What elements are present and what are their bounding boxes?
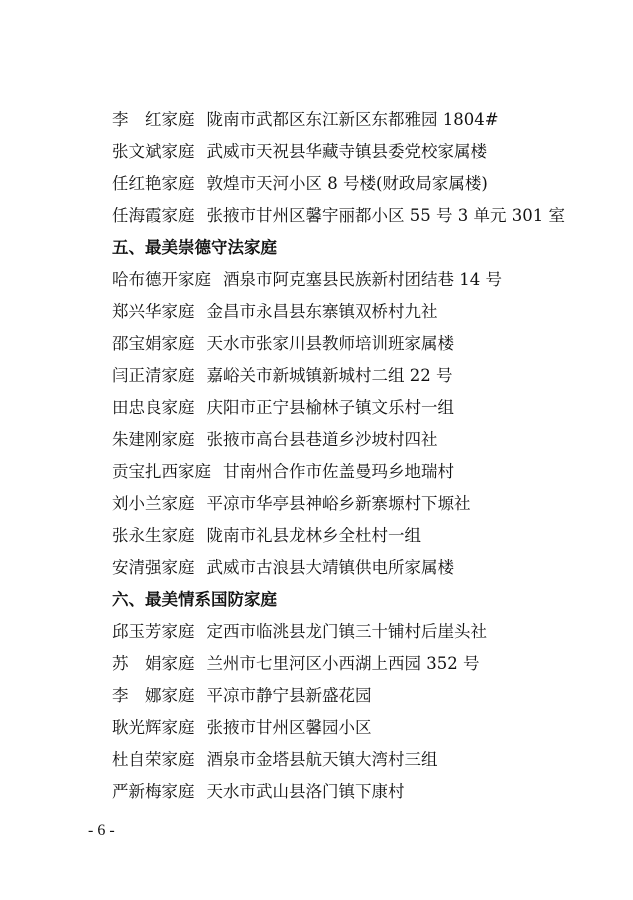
family-address: 武威市古浪县大靖镇供电所家属楼: [206, 558, 454, 577]
list-item: [112, 616, 593, 648]
family-address: 平凉市静宁县新盛花园: [206, 686, 372, 705]
list-item: [112, 680, 593, 712]
family-address: 平凉市华亭县神峪乡新寨塬村下塬社: [206, 494, 471, 513]
list-item: [112, 712, 593, 744]
list-item: [112, 520, 593, 552]
family-name: 闫正清家庭: [112, 366, 195, 385]
family-address: 定西市临洮县龙门镇三十铺村后崖头社: [206, 622, 487, 641]
list-item: [112, 264, 593, 296]
family-address: 酒泉市金塔县航天镇大湾村三组: [206, 750, 438, 769]
list-item: [112, 360, 593, 392]
family-address: 兰州市七里河区小西湖上西园 352 号: [206, 654, 480, 673]
family-address: 酒泉市阿克塞县民族新村团结巷 14 号: [223, 270, 502, 289]
family-name: 贡宝扎西家庭: [112, 462, 211, 481]
list-item: [112, 136, 593, 168]
section-heading: 五、最美崇德守法家庭: [112, 238, 277, 257]
family-name: 严新梅家庭: [112, 782, 195, 801]
family-address: 金昌市永昌县东寨镇双桥村九社: [206, 302, 438, 321]
family-name: 刘小兰家庭: [112, 494, 195, 513]
family-address: 嘉峪关市新城镇新城村二组 22 号: [206, 366, 453, 385]
family-address: 天水市武山县洛门镇下康村: [206, 782, 405, 801]
family-name: 任海霞家庭: [112, 206, 195, 225]
family-name: 李 娜家庭: [112, 686, 195, 705]
family-name: 哈布德开家庭: [112, 270, 211, 289]
family-name: 张文斌家庭: [112, 142, 195, 161]
family-name: 任红艳家庭: [112, 174, 195, 193]
family-address: 敦煌市天河小区 8 号楼(财政局家属楼): [206, 174, 488, 193]
list-item: [112, 456, 593, 488]
list-item: [112, 776, 593, 808]
family-address: 陇南市礼县龙林乡全杜村一组: [206, 526, 421, 545]
list-item: [112, 744, 593, 776]
family-name: 李 红家庭: [112, 110, 195, 129]
family-address: 天水市张家川县教师培训班家属楼: [206, 334, 454, 353]
family-name: 邵宝娟家庭: [112, 334, 195, 353]
list-item: [112, 328, 593, 360]
list-item: [112, 424, 593, 456]
section-heading: 六、最美情系国防家庭: [112, 590, 277, 609]
list-item: [112, 552, 593, 584]
family-name: 田忠良家庭: [112, 398, 195, 417]
list-item: [112, 168, 593, 200]
family-name: 郑兴华家庭: [112, 302, 195, 321]
family-address: 张掖市甘州区馨宇丽都小区 55 号 3 单元 301 室: [206, 206, 565, 225]
family-address: 甘南州合作市佐盖曼玛乡地瑞村: [223, 462, 454, 481]
family-address: 庆阳市正宁县榆林子镇文乐村一组: [206, 398, 454, 417]
family-name: 耿光辉家庭: [112, 718, 195, 737]
family-name: 安清强家庭: [112, 558, 195, 577]
list-item: [112, 488, 593, 520]
family-address: 张掖市高台县巷道乡沙坡村四社: [206, 430, 438, 449]
list-item: [112, 104, 593, 136]
family-name: 杜自荣家庭: [112, 750, 195, 769]
family-address: 武威市天祝县华藏寺镇县委党校家属楼: [206, 142, 487, 161]
family-name: 张永生家庭: [112, 526, 195, 545]
list-item: [112, 296, 593, 328]
family-name: 邱玉芳家庭: [112, 622, 195, 641]
list-item: [112, 392, 593, 424]
list-item: [112, 200, 593, 232]
page-number: - 6 -: [88, 822, 115, 839]
family-name: 朱建刚家庭: [112, 430, 195, 449]
family-address: 陇南市武都区东江新区东都雅园 1804#: [206, 110, 499, 129]
family-address: 张掖市甘州区馨园小区: [206, 718, 372, 737]
list-item: [112, 648, 593, 680]
family-name: 苏 娟家庭: [112, 654, 195, 673]
